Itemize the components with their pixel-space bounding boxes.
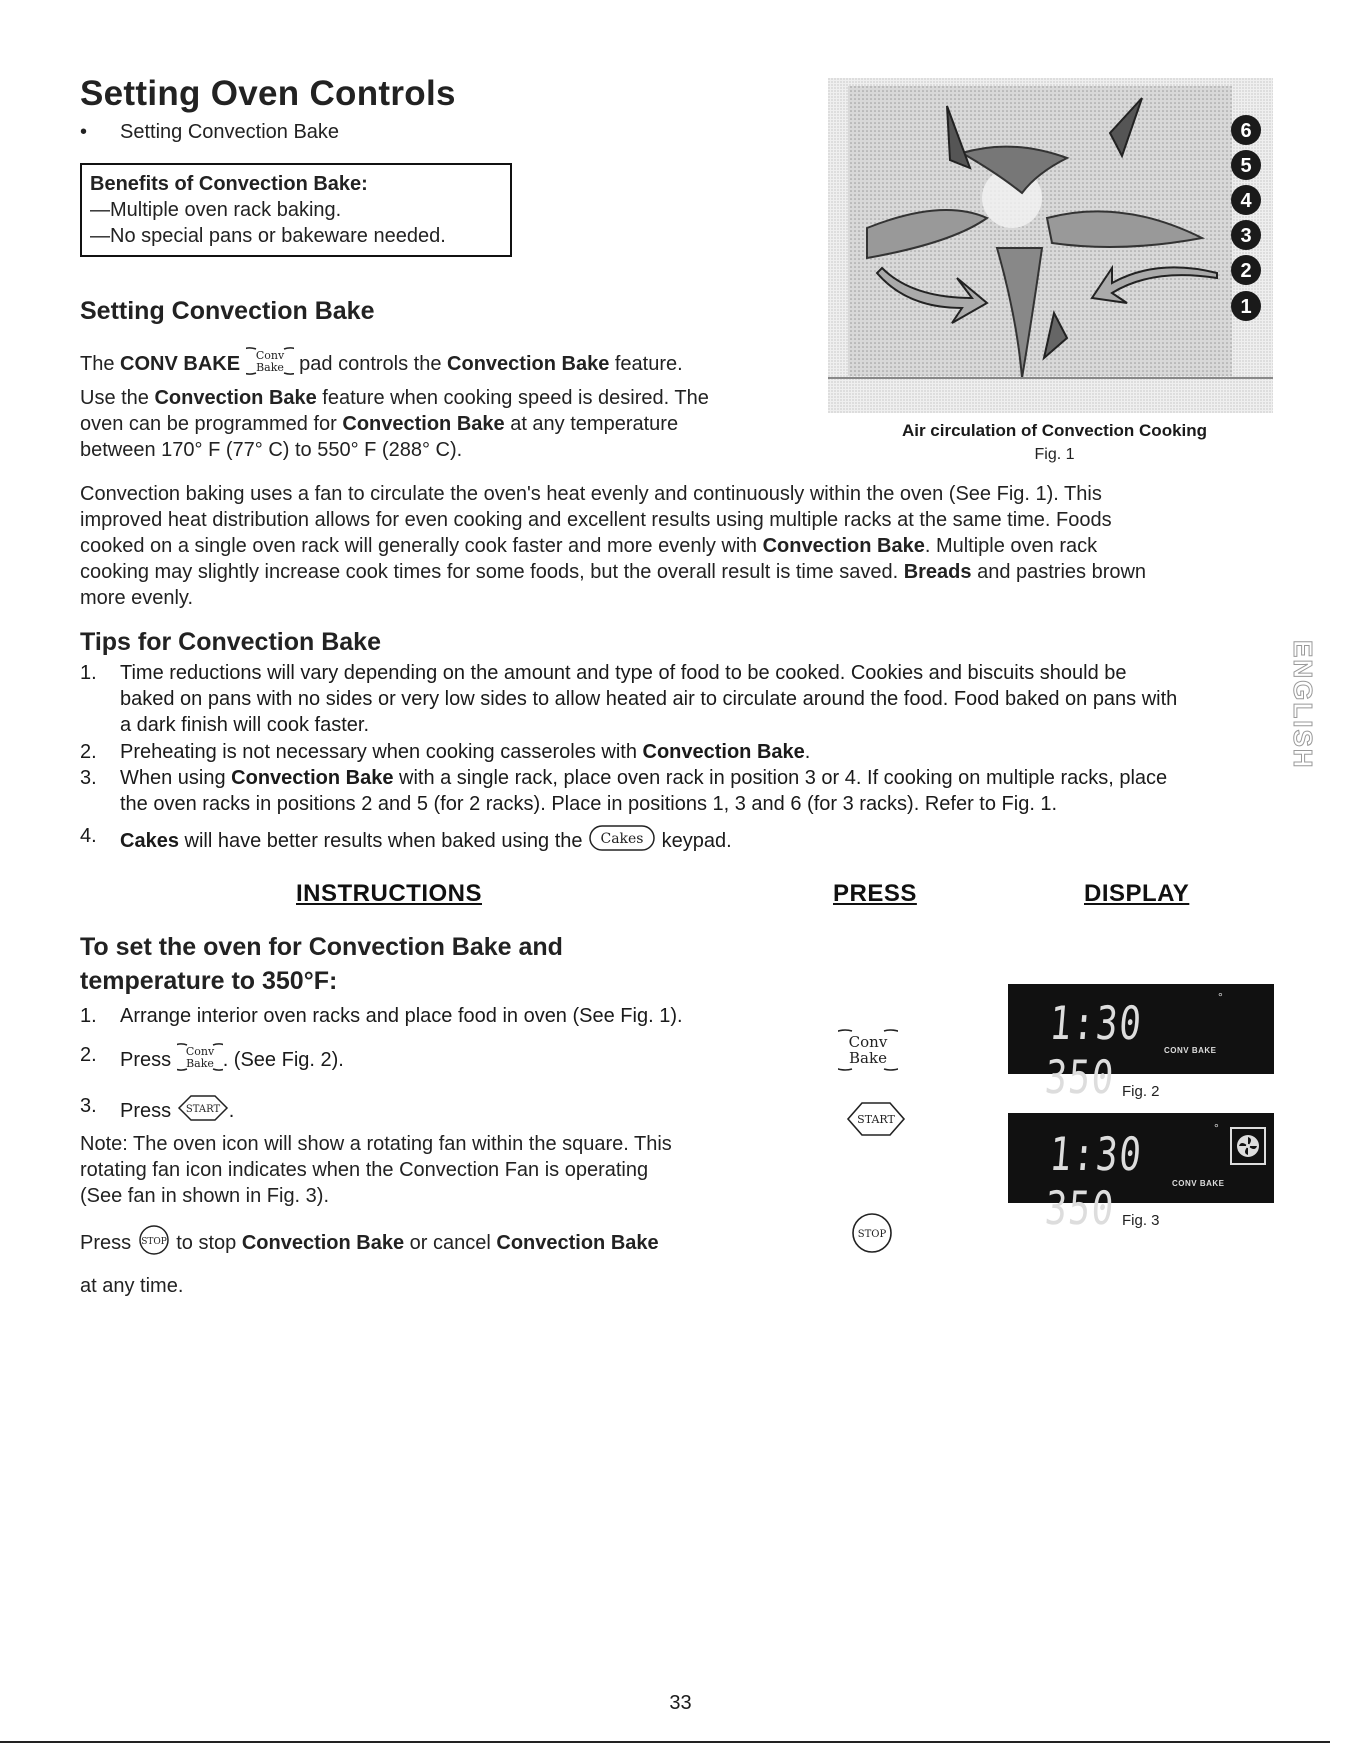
svg-text:STOP: STOP [140,1237,167,1247]
step-2: 2. Press Conv Bake . (See Fig. 2). [80,1042,344,1079]
rack-number-2: 2 [1240,260,1252,282]
figure-1-label: Fig. 1 [1034,446,1075,463]
start-key-icon [177,1093,229,1130]
svg-text:Bake: Bake [255,361,284,374]
page-bottom-rule [0,1741,1330,1743]
conv-bake-key-icon [177,1042,223,1079]
display-fig3-tag: CONV BAKE [1172,1179,1225,1188]
svg-text:Conv: Conv [255,349,284,362]
benefit-item: —Multiple oven rack baking. [90,199,342,221]
benefits-heading: Benefits of Convection Bake: [90,173,368,195]
svg-text:Bake: Bake [849,1049,887,1067]
benefits-box [80,163,512,257]
cakes-key-icon [588,823,656,860]
svg-text:Bake: Bake [185,1057,214,1070]
english-side-tab: ENGLISH [1288,640,1318,770]
convection-fan-icon [1230,1127,1266,1165]
tip-4: 4. Cakes will have better results when baked using the Cakes keypad. [80,823,1300,860]
rack-number-6: 6 [1240,120,1252,142]
convection-explanation-paragraph: Convection baking uses a fan to circulate the oven's heat evenly and continuously within the oven (See Fig. 1). This improved heat distribution allows for even cooking and excellent results using multiple racks at the same time. Foods cooked on a single oven rack will generally cook faster and more evenly with Convection Bake. Multiple oven rack cooking may slightly increase cook times for some foods, but the overall result is time saved. Breads and pastries brown more evenly. [80,483,1147,609]
tips-heading: Tips for Convection Bake [80,628,381,656]
press-conv-bake-key [838,1025,898,1080]
degree-symbol: ° [1214,1121,1219,1135]
rack-number-5: 5 [1240,155,1252,177]
column-header-instructions: INSTRUCTIONS [296,880,482,907]
procedure-heading: To set the oven for Convection Bake and temperature to 350°F: [80,933,563,995]
rack-number-3: 3 [1240,225,1252,247]
rack-number-4: 4 [1240,190,1252,212]
tip-2: 2. Preheating is not necessary when cooking casseroles with Convection Bake. [80,741,811,763]
fan-note: Note: The oven icon will show a rotating fan within the square. This rotating fan icon indicates when the Convection Fan is operating (See fan in shown in Fig. 3). [80,1133,672,1207]
oven-air-circulation-figure [822,78,1287,418]
display-fig3-digits: 1:30 350 [1043,1127,1145,1235]
conv-bake-intro: The CONV BAKE Conv Bake pad controls the Convection Bake feature. [80,346,683,383]
page-title: Setting Oven Controls [80,74,456,113]
page-number: 33 [669,1692,692,1714]
conv-bake-key-icon [246,346,294,383]
display-fig2-digits: 1:30 350 [1043,996,1145,1104]
svg-text:Conv: Conv [848,1033,888,1051]
svg-text:STOP: STOP [857,1229,887,1240]
svg-text:Cakes: Cakes [600,831,644,847]
degree-symbol: ° [1218,990,1223,1004]
svg-text:START: START [857,1113,895,1126]
stop-key-icon [137,1224,171,1263]
subtitle-bullet: • Setting Convection Bake [80,121,340,143]
press-start-key [846,1100,906,1143]
stop-instruction: Press STOP to stop Convection Bake or cancel Convection Bake at any time. [80,1224,659,1299]
conv-bake-description: Use the Convection Bake feature when cooking speed is desired. The oven can be programmed for Convection Bake at any temperature between 170° F (77° C) to 550° F (288° C). [80,387,709,461]
step-3: 3. Press START . [80,1093,234,1130]
column-header-display: DISPLAY [1084,880,1190,907]
column-header-press: PRESS [833,880,917,907]
rack-number-1: 1 [1240,296,1252,318]
tip-3: 3. When using Convection Bake with a single rack, place oven rack in position 3 or 4. If cooking on multiple racks, place the oven racks in positions 2 and 5 (for 2 racks). Place in positions 1, 3 and 6 (for 3 racks). Refer to Fig. 1. [80,767,1168,815]
tip-1: 1. Time reductions will vary depending on the amount and type of food to be cooked. Cookies and biscuits should be baked on pans with no sides or very low sides to allow heated air to circulate around the food. Food baked on pans with a dark finish will cook faster. [80,662,1178,736]
figure-3-label: Fig. 3 [1122,1212,1160,1229]
press-stop-key [850,1211,894,1260]
display-fig2-tag: CONV BAKE [1164,1046,1217,1055]
step-1: 1. Arrange interior oven racks and place food in oven (See Fig. 1). [80,1005,683,1027]
benefit-item: —No special pans or bakeware needed. [90,225,446,247]
section-heading-setting-convection-bake: Setting Convection Bake [80,297,375,325]
svg-text:Conv: Conv [185,1045,214,1058]
figure-1-caption: Air circulation of Convection Cooking [901,421,1208,440]
svg-text:START: START [185,1104,220,1115]
figure-2-label: Fig. 2 [1122,1083,1160,1100]
